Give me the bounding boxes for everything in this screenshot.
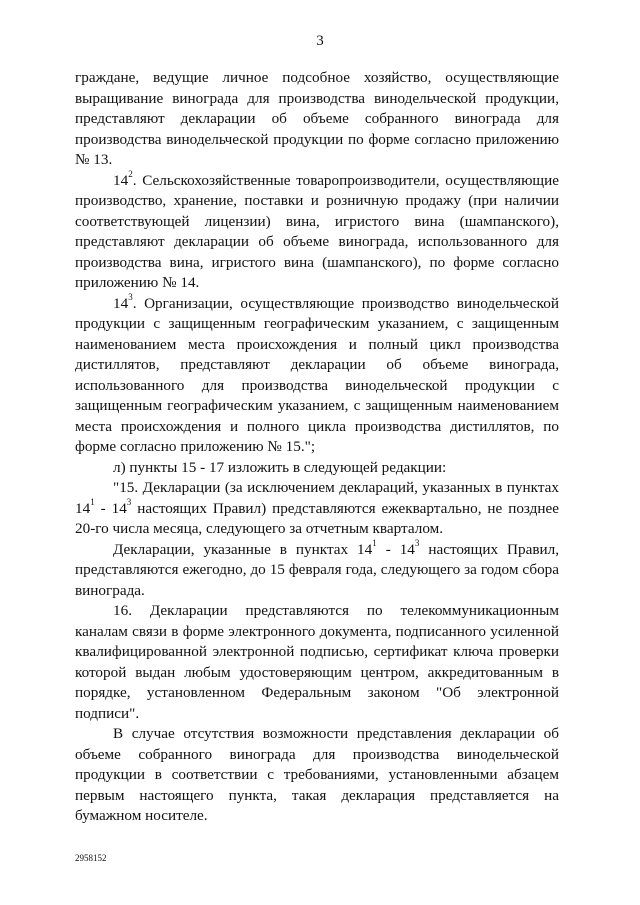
paragraph-text: 16. Декларации представляются по телекоммуникационным каналам связи в форме электронного документа, подписанного усиленной квалифицированной электронной подписью, сертификат ключа проверки которой выдан любым удостоверяющим центром, аккредитованным в порядке, установленном Федеральным законом "Об электронной подписи". bbox=[75, 602, 559, 722]
paragraph-text: Декларации, указанные в пунктах 14 bbox=[113, 540, 373, 558]
document-body bbox=[75, 68, 559, 827]
paragraph-item-15 bbox=[75, 478, 559, 540]
paragraph-text: - 14 bbox=[376, 540, 415, 558]
item-superscript: 2 bbox=[128, 169, 133, 180]
item-superscript: 3 bbox=[126, 497, 132, 508]
paragraph-continuation bbox=[75, 68, 559, 171]
paragraph-text: л) пункты 15 - 17 изложить в следующей редакции: bbox=[113, 458, 447, 476]
page-number: 3 bbox=[316, 33, 324, 49]
item-superscript: 1 bbox=[372, 538, 377, 549]
item-superscript: 3 bbox=[128, 292, 133, 303]
paragraph-item-14-2 bbox=[75, 171, 559, 294]
paragraph-item-16 bbox=[75, 601, 559, 724]
paragraph-item-14-3 bbox=[75, 294, 559, 458]
document-code: 2958152 bbox=[75, 853, 107, 863]
item-number: 14 bbox=[113, 294, 129, 312]
paragraph-text: - 14 bbox=[94, 499, 127, 517]
paragraph-text: . Организации, осуществляющие производство винодельческой продукции с защищенным географическим указанием, с защищенным наименованием места происхождения и полный цикл производства дистиллятов, представляют декларации об объеме винограда, использованного для производства винодельческой продукции с защищенным географическим указанием, с защищенным наименованием места происхождения и полного цикла производства дистиллятов, по форме согласно приложению № 15."; bbox=[75, 294, 559, 455]
paragraph-text: . Сельскохозяйственные товаропроизводители, осуществляющие производство, хранение, поставки и розничную продажу (при наличии соответствующей лицензии) вина, игристого вина (шампанского), представляют декларации об объеме винограда, использованного для производства вина, игристого вина (шампанского), по форме согласно приложению № 14. bbox=[75, 171, 559, 291]
item-superscript: 1 bbox=[90, 497, 95, 508]
paragraph-text: настоящих Правил, представляются ежегодно, до 15 февраля года, следующего за годом сбора винограда. bbox=[75, 540, 560, 599]
item-superscript: 3 bbox=[414, 538, 420, 549]
item-number: 14 bbox=[113, 171, 129, 189]
paragraph-text: граждане, ведущие личное подсобное хозяйство, осуществляющие выращивание винограда для производства винодельческой продукции, представляют декларации об объеме собранного винограда для производства винодельческой продукции по форме согласно приложению № 13. bbox=[75, 69, 559, 168]
paragraph-text: В случае отсутствия возможности представления декларации об объеме собранного винограда для производства винодельческой продукции в соответствии с требованиями, установленными абзацем первым настоящего пункта, такая декларация представляется на бумажном носителе. bbox=[75, 725, 559, 824]
paragraph-subitem-l bbox=[75, 458, 559, 479]
paragraph-text: настоящих Правил) представляются ежеквартально, не позднее 20-го числа месяца, следующего за отчетным кварталом. bbox=[75, 499, 559, 537]
paragraph-paper-fallback bbox=[75, 724, 559, 827]
paragraph-text: "15. Декларации (за исключением деклараций, указанных в пунктах 14 bbox=[75, 479, 559, 517]
paragraph-declarations-annual bbox=[75, 540, 559, 602]
